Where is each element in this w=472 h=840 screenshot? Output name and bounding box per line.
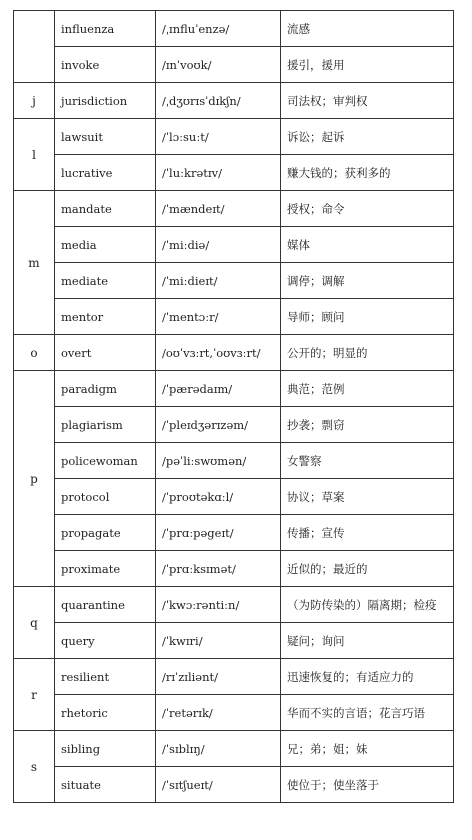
pronunciation-cell: /ˈmiːdieɪt/ [156, 263, 281, 299]
table-row [14, 119, 454, 155]
meaning-cell: 华而不实的言语；花言巧语 [281, 695, 454, 731]
word-cell: quarantine [55, 587, 156, 623]
word-cell: mandate [55, 191, 156, 227]
table-row [14, 623, 454, 659]
word-cell: resilient [55, 659, 156, 695]
meaning-cell: 媒体 [281, 227, 454, 263]
meaning-cell: 公开的；明显的 [281, 335, 454, 371]
table-row [14, 191, 454, 227]
meaning-cell: 典范；范例 [281, 371, 454, 407]
pronunciation-cell: /ˈproʊtəkɑːl/ [156, 479, 281, 515]
pronunciation-cell: /ˈkwɪri/ [156, 623, 281, 659]
word-cell: sibling [55, 731, 156, 767]
pronunciation-cell: /ˈlɔːsuːt/ [156, 119, 281, 155]
meaning-cell: 诉讼；起诉 [281, 119, 454, 155]
word-cell: jurisdiction [55, 83, 156, 119]
meaning-cell: 传播；宣传 [281, 515, 454, 551]
meaning-cell: 协议；草案 [281, 479, 454, 515]
pronunciation-cell: /rɪˈzɪliənt/ [156, 659, 281, 695]
meaning-cell: 迅速恢复的；有适应力的 [281, 659, 454, 695]
word-cell: situate [55, 767, 156, 803]
meaning-cell: 调停；调解 [281, 263, 454, 299]
table-row [14, 227, 454, 263]
meaning-cell: 流感 [281, 11, 454, 47]
table-row [14, 587, 454, 623]
group-letter: r [14, 659, 55, 731]
word-cell: lucrative [55, 155, 156, 191]
pronunciation-cell: /ˈpleɪdʒərɪzəm/ [156, 407, 281, 443]
table-row [14, 371, 454, 407]
group-letter: s [14, 731, 55, 803]
group-letter: p [14, 371, 55, 587]
table-row [14, 767, 454, 803]
pronunciation-cell: /ˈmændeɪt/ [156, 191, 281, 227]
table-row [14, 695, 454, 731]
word-cell: invoke [55, 47, 156, 83]
pronunciation-cell: /oʊˈvɜːrt,ˈoʊvɜːrt/ [156, 335, 281, 371]
meaning-cell: 使位于；使坐落于 [281, 767, 454, 803]
meaning-cell: 抄袭；剽窃 [281, 407, 454, 443]
table-row [14, 299, 454, 335]
pronunciation-cell: /ˈmiːdiə/ [156, 227, 281, 263]
table-row [14, 551, 454, 587]
table-row [14, 659, 454, 695]
word-cell: mentor [55, 299, 156, 335]
meaning-cell: 导师；顾问 [281, 299, 454, 335]
table-row [14, 11, 454, 47]
word-cell: media [55, 227, 156, 263]
pronunciation-cell: /ˈsɪblɪŋ/ [156, 731, 281, 767]
meaning-cell: 兄；弟；姐；妹 [281, 731, 454, 767]
pronunciation-cell: /ɪnˈvoʊk/ [156, 47, 281, 83]
word-cell: protocol [55, 479, 156, 515]
table-row [14, 83, 454, 119]
meaning-cell: 疑问；询问 [281, 623, 454, 659]
table-row [14, 407, 454, 443]
group-letter: q [14, 587, 55, 659]
word-cell: paradigm [55, 371, 156, 407]
pronunciation-cell: /ˈsɪtʃueɪt/ [156, 767, 281, 803]
vocabulary-table [13, 10, 454, 803]
table-row [14, 479, 454, 515]
pronunciation-cell: /ˈprɑːksɪmət/ [156, 551, 281, 587]
word-cell: plagiarism [55, 407, 156, 443]
pronunciation-cell: /ˈretərɪk/ [156, 695, 281, 731]
pronunciation-cell: /ˌɪnfluˈenzə/ [156, 11, 281, 47]
group-letter: o [14, 335, 55, 371]
meaning-cell: 司法权；审判权 [281, 83, 454, 119]
word-cell: overt [55, 335, 156, 371]
word-cell: lawsuit [55, 119, 156, 155]
pronunciation-cell: /ˈprɑːpəgeɪt/ [156, 515, 281, 551]
meaning-cell: 近似的；最近的 [281, 551, 454, 587]
meaning-cell: 赚大钱的；获利多的 [281, 155, 454, 191]
pronunciation-cell: /ˈkwɔːrəntiːn/ [156, 587, 281, 623]
group-letter: j [14, 83, 55, 119]
table-row [14, 515, 454, 551]
word-cell: proximate [55, 551, 156, 587]
table-row [14, 155, 454, 191]
pronunciation-cell: /ˌdʒʊrɪsˈdɪkʃn/ [156, 83, 281, 119]
table-row [14, 47, 454, 83]
table-row [14, 263, 454, 299]
table-row [14, 335, 454, 371]
word-cell: policewoman [55, 443, 156, 479]
word-cell: influenza [55, 11, 156, 47]
word-cell: propagate [55, 515, 156, 551]
word-cell: rhetoric [55, 695, 156, 731]
pronunciation-cell: /ˈpærədaɪm/ [156, 371, 281, 407]
word-cell: query [55, 623, 156, 659]
group-letter: l [14, 119, 55, 191]
pronunciation-cell: /ˈmentɔːr/ [156, 299, 281, 335]
meaning-cell: 援引，援用 [281, 47, 454, 83]
table-row [14, 731, 454, 767]
vocabulary-table-body [14, 11, 454, 803]
meaning-cell: 授权；命令 [281, 191, 454, 227]
group-letter: m [14, 191, 55, 335]
meaning-cell: 女警察 [281, 443, 454, 479]
pronunciation-cell: /pəˈliːswʊmən/ [156, 443, 281, 479]
pronunciation-cell: /ˈluːkrətɪv/ [156, 155, 281, 191]
table-row [14, 443, 454, 479]
meaning-cell: （为防传染的）隔离期；检疫 [281, 587, 454, 623]
word-cell: mediate [55, 263, 156, 299]
group-letter [14, 11, 55, 83]
